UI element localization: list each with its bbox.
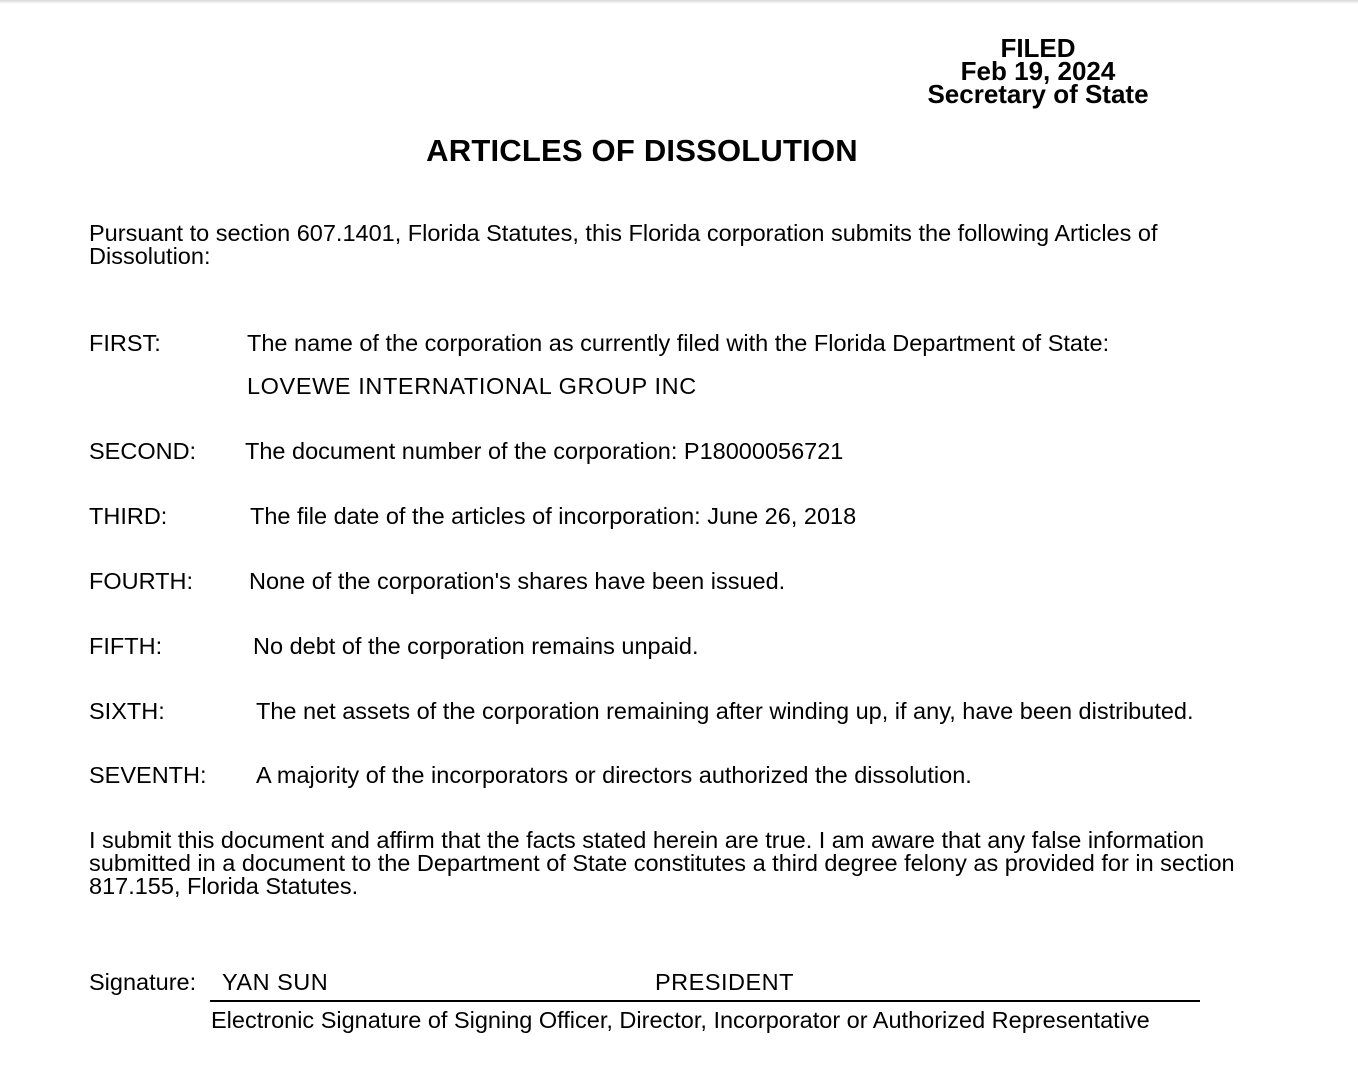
page-top-shadow (0, 0, 1358, 4)
article-text: No debt of the corporation remains unpaid. (253, 633, 699, 659)
stamp-status: FILED (1000, 33, 1076, 63)
article-label: SIXTH: (89, 698, 165, 724)
signer-title: PRESIDENT (655, 969, 794, 995)
article-label: FIFTH: (89, 633, 163, 659)
article-text: The net assets of the corporation remaining after winding up, if any, have been distributed. (256, 698, 1194, 724)
stamp-date: Feb 19, 2024 (960, 56, 1116, 86)
signature-caption: Electronic Signature of Signing Officer, Director, Incorporator or Authorized Representative (211, 1007, 1150, 1033)
stamp-office: Secretary of State (927, 79, 1149, 109)
article-text: The name of the corporation as currently filed with the Florida Department of State: (247, 330, 1110, 356)
affirmation-paragraph: I submit this document and affirm that the facts stated herein are true. I am aware that any false information submitted in a document to the Department of State constitutes a third degree felony as provided for in section 817.155, Florida Statutes. (89, 827, 1235, 899)
intro-paragraph: Pursuant to section 607.1401, Florida Statutes, this Florida corporation submits the following Articles of Dissolution: (89, 220, 1158, 269)
article-label: SEVENTH: (89, 762, 207, 788)
signature-line (210, 1000, 1200, 1002)
article-text: None of the corporation's shares have been issued. (249, 568, 786, 594)
article-label: FOURTH: (89, 568, 194, 594)
article-label: THIRD: (89, 503, 168, 529)
filed-stamp (900, 33, 1176, 109)
document-title: ARTICLES OF DISSOLUTION (426, 133, 858, 168)
signature-label: Signature: (89, 969, 197, 995)
article-text: A majority of the incorporators or directors authorized the dissolution. (256, 762, 972, 788)
article-label: FIRST: (89, 330, 161, 356)
signer-name: YAN SUN (222, 969, 329, 995)
article-text: The file date of the articles of incorporation: June 26, 2018 (250, 503, 857, 529)
corporation-name: LOVEWE INTERNATIONAL GROUP INC (247, 373, 697, 399)
article-text: The document number of the corporation: P18000056721 (245, 438, 844, 464)
article-label: SECOND: (89, 438, 197, 464)
